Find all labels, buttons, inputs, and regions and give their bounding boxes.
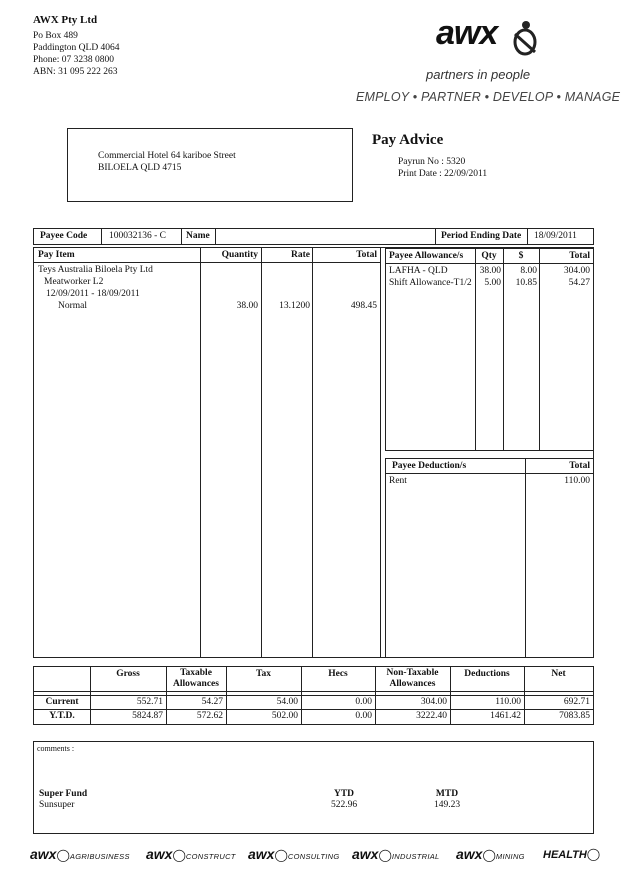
comments-label: comments : — [37, 744, 75, 753]
ytd-net: 7083.85 — [559, 711, 590, 721]
current-net: 692.71 — [563, 697, 590, 707]
pay-item-total: 498.45 — [350, 301, 377, 311]
company-phone: Phone: 07 3238 0800 — [33, 55, 115, 65]
footer-brand-health: HEALTH◯ — [543, 847, 601, 861]
super-fund-name: Sunsuper — [39, 800, 75, 810]
awx-logo — [436, 14, 596, 60]
ytd-tax: 502.00 — [271, 711, 298, 721]
footer-brands — [30, 846, 600, 868]
brand-slogan: EMPLOY • PARTNER • DEVELOP • MANAGE — [356, 90, 621, 104]
person-icon: ◯ — [274, 848, 288, 862]
super-ytd-value: 522.96 — [330, 800, 358, 810]
pay-item-name: Normal — [58, 301, 88, 311]
name-label: Name — [186, 231, 210, 241]
page-title: Pay Advice — [372, 132, 444, 148]
pay-item-header: Pay Item — [38, 250, 75, 260]
allowance-total: 304.00 — [563, 266, 590, 276]
tax-header: Tax — [256, 669, 271, 679]
person-icon: ◯ — [586, 847, 601, 861]
person-icon: ◯ — [482, 848, 496, 862]
company-address-2: Paddington QLD 4064 — [33, 43, 120, 53]
payee-code-value: 100032136 - C — [109, 231, 166, 241]
current-tax: 54.00 — [276, 697, 298, 707]
net-header: Net — [551, 669, 566, 679]
payee-header-row — [33, 228, 594, 245]
footer-brand-consulting: awx◯CONSULTING — [248, 846, 340, 862]
recipient-line-1: Commercial Hotel 64 kariboe Street — [98, 151, 236, 161]
current-taxable: 54.27 — [201, 697, 223, 707]
allowance-rate-header: $ — [518, 251, 524, 261]
allowance-rate: 8.00 — [520, 266, 537, 276]
allowance-qty: 5.00 — [484, 278, 501, 288]
deductions-table — [385, 458, 594, 658]
person-icon: ◯ — [56, 848, 70, 862]
current-hecs: 0.00 — [355, 697, 372, 707]
summary-table — [33, 666, 594, 725]
gross-header: Gross — [116, 669, 140, 679]
payrun-number: Payrun No : 5320 — [398, 157, 466, 167]
allowance-total: 54.27 — [568, 278, 590, 288]
person-icon: ◯ — [378, 848, 392, 862]
recipient-line-2: BILOELA QLD 4715 — [98, 163, 182, 173]
brand-tagline: partners in people — [426, 67, 531, 82]
current-deductions: 110.00 — [495, 697, 521, 707]
super-mtd-label: MTD — [435, 789, 459, 799]
pay-items-table — [33, 247, 594, 658]
current-nontaxable: 304.00 — [420, 697, 447, 707]
super-mtd-value: 149.23 — [433, 800, 461, 810]
pay-item-quantity: 38.00 — [236, 301, 258, 311]
employer-name: Teys Australia Biloela Pty Ltd — [38, 265, 153, 275]
allowance-qty-header: Qty — [481, 251, 497, 261]
company-address-1: Po Box 489 — [33, 31, 78, 41]
pay-item-rate: 13.1200 — [279, 301, 310, 311]
footer-brand-agribusiness: awx◯AGRIBUSINESS — [30, 846, 130, 862]
comments-box — [33, 741, 594, 834]
position-title: Meatworker L2 — [44, 277, 104, 287]
logo-text: awx — [436, 14, 498, 52]
ytd-hecs: 0.00 — [355, 711, 372, 721]
taxable-allowances-header: Taxable Allowances — [173, 668, 219, 689]
deduction-header: Payee Deduction/s — [392, 461, 467, 471]
period-label: Period Ending Date — [441, 231, 522, 241]
non-taxable-allowances-header: Non-Taxable Allowances — [386, 668, 439, 689]
allowance-name: LAFHA - QLD — [389, 266, 448, 276]
company-name: AWX Pty Ltd — [33, 14, 98, 26]
allowance-rate: 10.85 — [515, 278, 537, 288]
person-icon — [510, 20, 540, 56]
footer-brand-industrial: awx◯INDUSTRIAL — [352, 846, 440, 862]
current-label: Current — [45, 697, 79, 707]
footer-brand-mining: awx◯MINING — [456, 846, 525, 862]
hecs-header: Hecs — [328, 669, 348, 679]
super-ytd-label: YTD — [333, 789, 355, 799]
company-abn: ABN: 31 095 222 263 — [33, 67, 118, 77]
allowance-header: Payee Allowance/s — [389, 251, 464, 261]
pay-period: 12/09/2011 - 18/09/2011 — [46, 289, 140, 299]
ytd-label: Y.T.D. — [49, 711, 75, 721]
ytd-deductions: 1461.42 — [490, 711, 521, 721]
recipient-box — [67, 128, 353, 202]
current-gross: 552.71 — [136, 697, 163, 707]
total-header: Total — [356, 250, 377, 260]
period-value: 18/09/2011 — [534, 231, 577, 241]
allowances-table — [385, 248, 594, 451]
allowance-name: Shift Allowance-T1/2 — [389, 278, 472, 288]
print-date: Print Date : 22/09/2011 — [398, 169, 488, 179]
deductions-header: Deductions — [464, 669, 510, 679]
deduction-total: 110.00 — [564, 476, 590, 486]
deduction-name: Rent — [389, 476, 407, 486]
ytd-taxable: 572.62 — [196, 711, 223, 721]
person-icon: ◯ — [172, 848, 186, 862]
quantity-header: Quantity — [221, 250, 258, 260]
payee-code-label: Payee Code — [40, 231, 88, 241]
ytd-nontaxable: 3222.40 — [416, 711, 447, 721]
footer-brand-construct: awx◯CONSTRUCT — [146, 846, 236, 862]
allowance-qty: 38.00 — [479, 266, 501, 276]
ytd-gross: 5824.87 — [132, 711, 163, 721]
super-fund-label: Super Fund — [39, 789, 88, 799]
rate-header: Rate — [291, 250, 310, 260]
deduction-total-header: Total — [569, 461, 590, 471]
allowance-total-header: Total — [569, 251, 590, 261]
